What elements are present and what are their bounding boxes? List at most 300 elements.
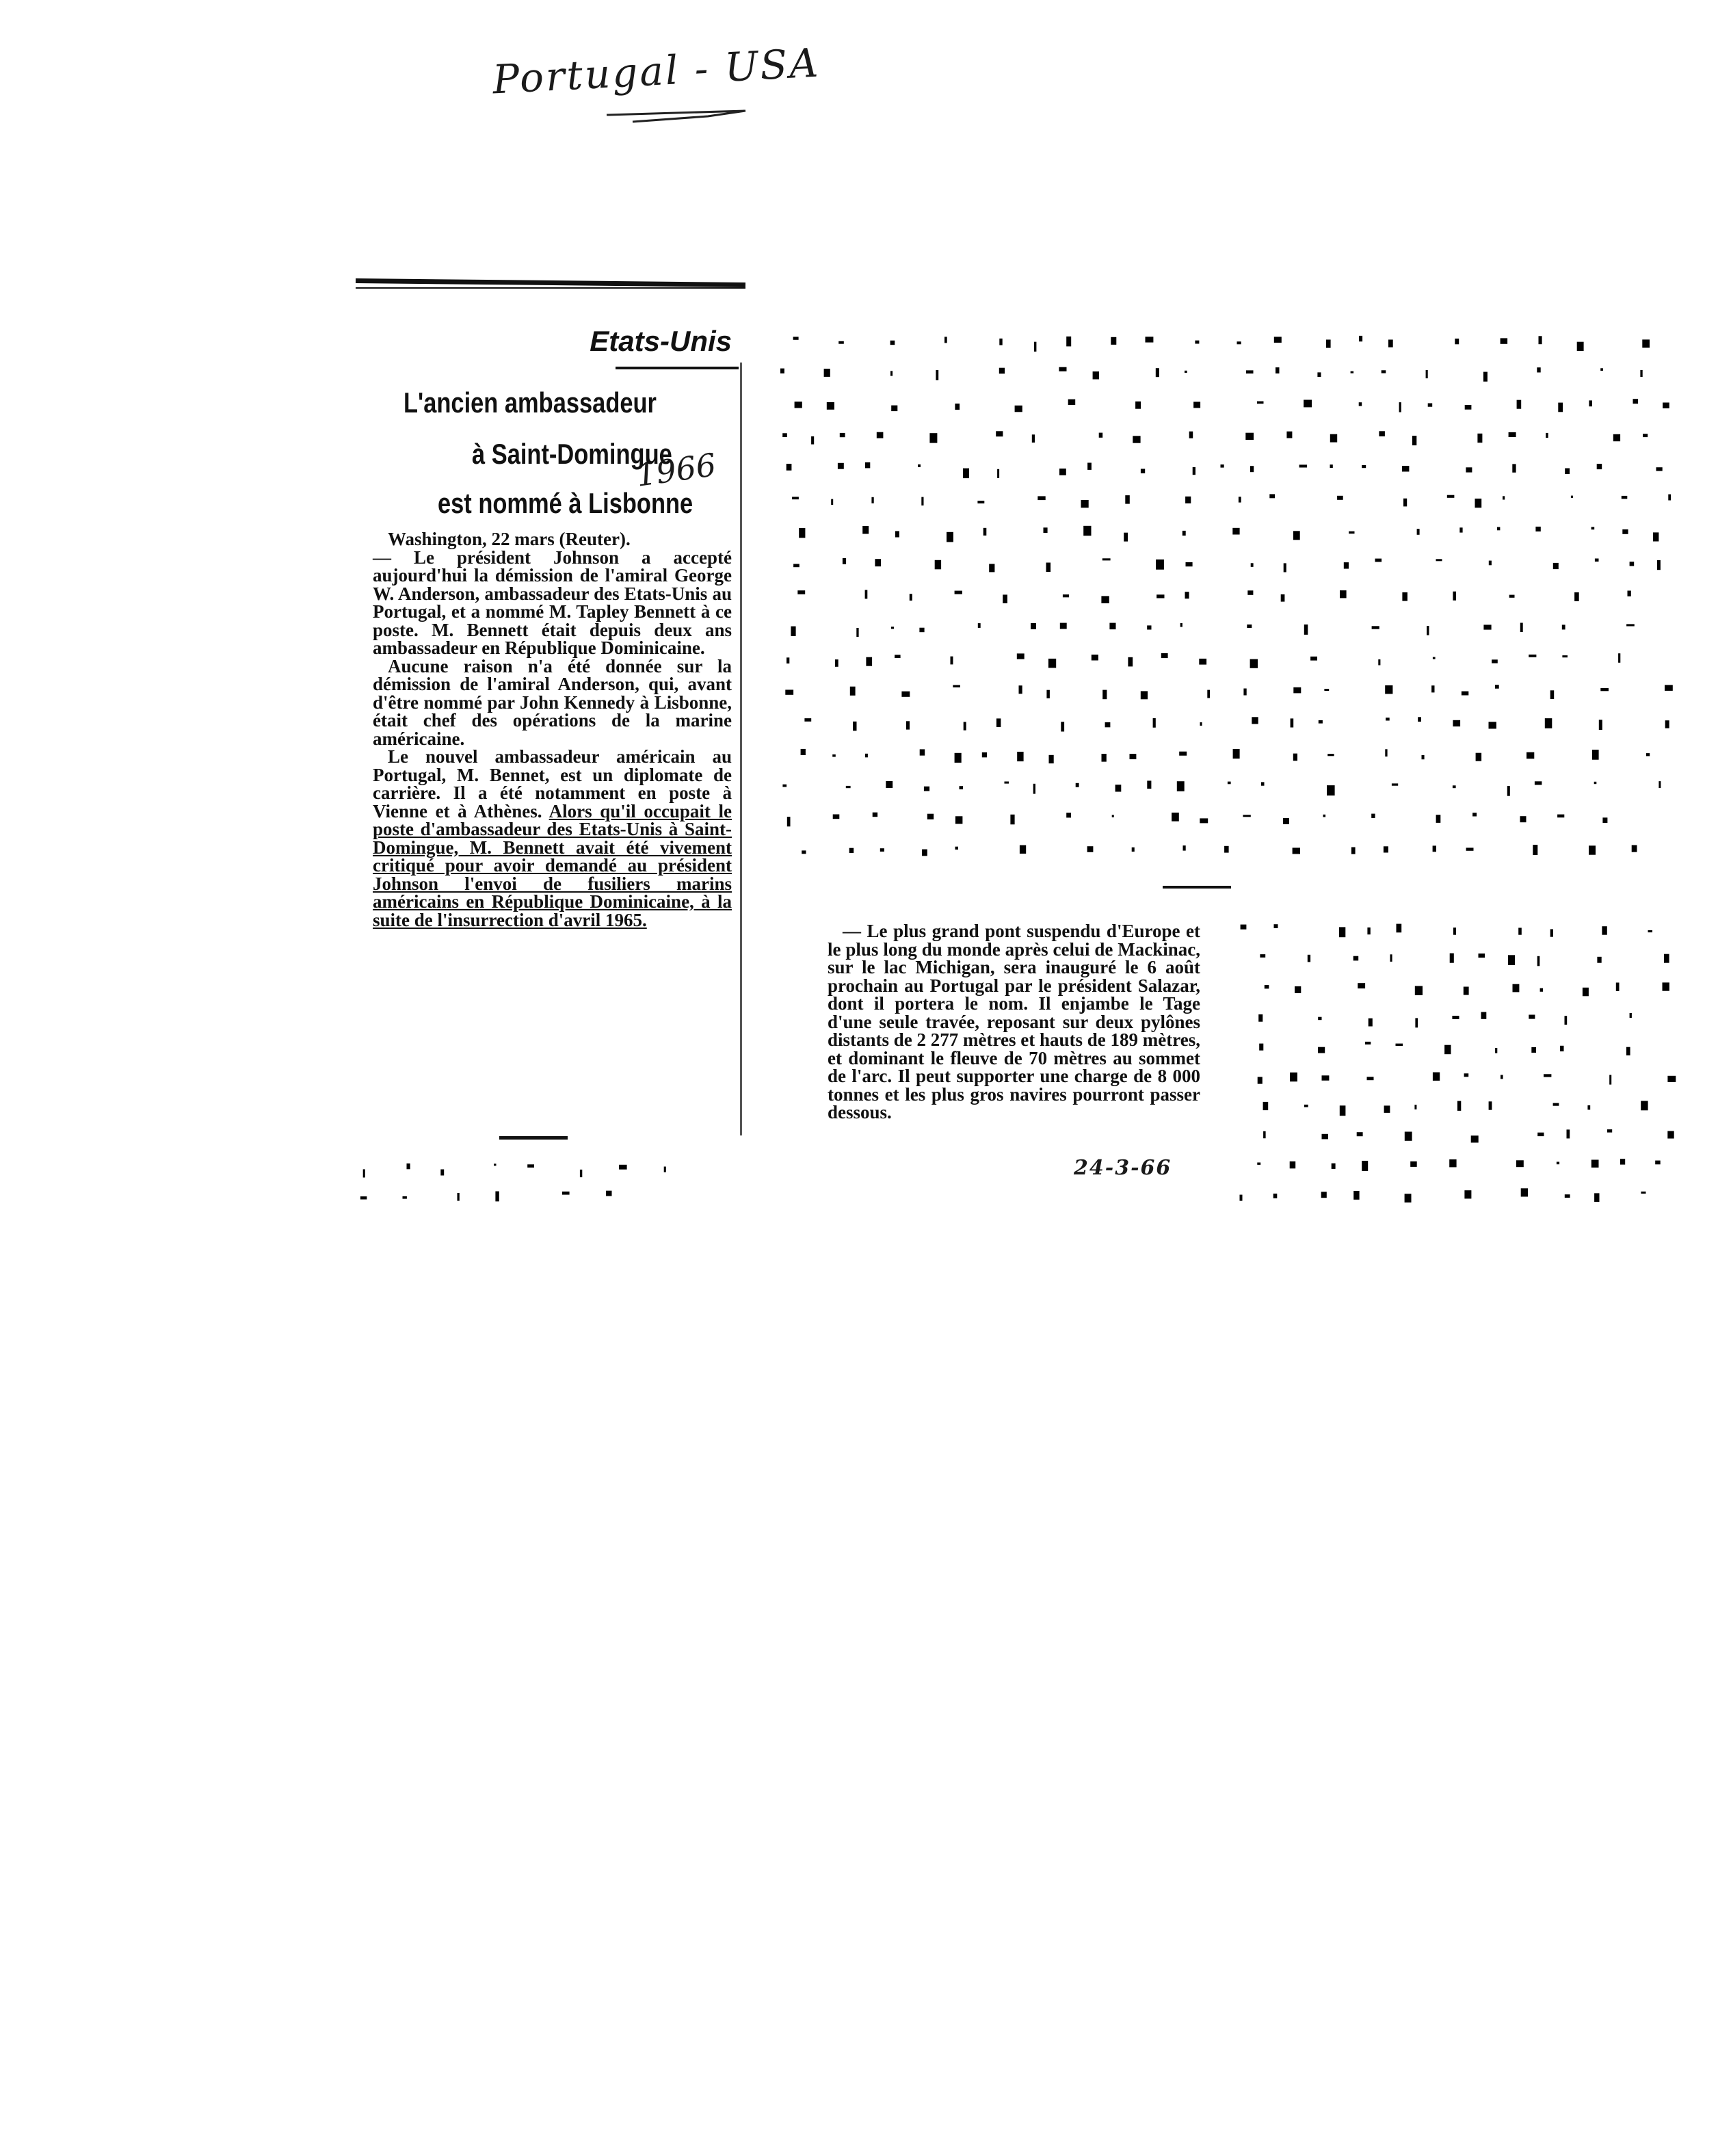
scan-speck xyxy=(440,1170,444,1176)
scan-speck xyxy=(1274,337,1282,343)
scan-speck xyxy=(1068,399,1076,405)
scan-speck xyxy=(996,718,1001,727)
scan-speck xyxy=(1087,463,1092,470)
scan-speck xyxy=(1513,984,1520,992)
scan-speck xyxy=(1124,533,1128,542)
scan-speck xyxy=(1402,466,1409,472)
scan-speck xyxy=(664,1167,666,1172)
scan-speck xyxy=(1537,956,1540,967)
article-paragraph-3 xyxy=(373,748,732,929)
scan-speck xyxy=(1622,529,1628,534)
scan-speck xyxy=(1245,433,1254,440)
scan-speck xyxy=(799,528,805,538)
scan-speck xyxy=(1019,685,1022,694)
scan-speck xyxy=(1665,685,1673,691)
scan-speck xyxy=(918,464,921,467)
scan-speck xyxy=(1109,623,1115,630)
scan-speck xyxy=(964,722,966,730)
scan-speck xyxy=(1507,786,1510,796)
scan-speck xyxy=(1066,337,1071,347)
scan-speck xyxy=(1274,924,1278,928)
scan-speck xyxy=(1396,1044,1403,1046)
scan-speck xyxy=(1322,1075,1330,1080)
scan-speck xyxy=(1087,846,1094,852)
scan-speck xyxy=(1550,929,1553,936)
scan-speck xyxy=(895,531,899,537)
scan-speck xyxy=(1153,718,1156,728)
scan-speck xyxy=(1359,402,1362,406)
scan-speck xyxy=(1066,813,1071,817)
scan-speck xyxy=(866,657,872,666)
scan-speck xyxy=(1667,1131,1674,1139)
scan-speck xyxy=(1405,1132,1412,1141)
scan-speck xyxy=(1257,1163,1260,1165)
scan-speck xyxy=(1372,626,1379,629)
scan-speck xyxy=(947,532,953,542)
scan-speck xyxy=(1594,782,1597,784)
scan-speck xyxy=(890,371,893,376)
scan-speck xyxy=(1384,1105,1390,1113)
scan-speck xyxy=(1600,688,1609,691)
scan-speck xyxy=(1200,818,1208,823)
scan-speck xyxy=(1565,1016,1568,1025)
scan-speck xyxy=(944,337,947,343)
scan-speck xyxy=(1299,464,1308,467)
scan-speck xyxy=(1061,722,1064,731)
scan-speck xyxy=(1259,1044,1263,1051)
scan-speck xyxy=(1540,988,1544,992)
scan-speck xyxy=(791,627,795,636)
scan-speck xyxy=(1630,562,1635,566)
scan-speck xyxy=(1102,754,1107,762)
scan-speck xyxy=(1663,982,1669,990)
scan-speck xyxy=(1594,1193,1599,1202)
article-paragraph-3-start: Le nouvel ambassadeur américain au Portugal, M. Bennet, est un diplomate de carrière. Il a été notamment en poste à Vienne et à Athènes. xyxy=(373,746,732,821)
scan-speck xyxy=(853,722,856,731)
scan-speck xyxy=(1017,653,1025,659)
scan-speck xyxy=(895,655,901,658)
scan-speck xyxy=(955,753,962,763)
top-rule-thin xyxy=(356,287,745,289)
scan-speck xyxy=(1339,927,1345,937)
scan-speck xyxy=(1293,754,1297,761)
scan-speck xyxy=(1508,955,1515,965)
scan-speck xyxy=(1595,559,1599,562)
scan-speck xyxy=(1233,749,1240,759)
scan-speck xyxy=(1628,591,1631,596)
scan-speck xyxy=(782,433,787,437)
scan-speck xyxy=(1185,371,1187,373)
scan-speck xyxy=(1495,1048,1497,1053)
scan-speck xyxy=(1433,657,1436,659)
scan-speck xyxy=(787,817,791,826)
scan-speck xyxy=(1545,718,1552,728)
scan-speck xyxy=(1477,434,1482,443)
scan-speck xyxy=(1005,782,1009,784)
scan-speck xyxy=(1263,1102,1269,1110)
scan-speck xyxy=(1591,527,1595,529)
scan-speck xyxy=(978,623,981,628)
scan-speck xyxy=(1261,782,1265,785)
scan-speck xyxy=(1046,563,1051,573)
scan-speck xyxy=(1237,341,1241,344)
scan-speck xyxy=(1481,1012,1487,1019)
scan-speck xyxy=(989,564,994,572)
scan-speck xyxy=(1565,1194,1570,1198)
scan-speck xyxy=(1146,337,1154,342)
scan-speck xyxy=(1081,500,1089,508)
scan-speck xyxy=(1535,781,1542,785)
scan-speck xyxy=(1592,750,1599,760)
scan-speck xyxy=(1630,1013,1632,1018)
scan-speck xyxy=(1415,986,1423,995)
scan-speck xyxy=(1414,1105,1416,1109)
scan-speck xyxy=(1417,529,1420,535)
scan-speck xyxy=(811,436,814,445)
scan-speck xyxy=(1402,592,1408,601)
scan-speck xyxy=(785,689,793,694)
scan-speck xyxy=(1384,846,1388,852)
scan-speck xyxy=(1403,499,1407,507)
scan-speck xyxy=(1475,499,1482,508)
scan-speck xyxy=(1616,983,1620,991)
scan-speck xyxy=(1182,531,1186,536)
scan-speck xyxy=(1365,1042,1371,1044)
scan-speck xyxy=(1497,527,1501,531)
scan-speck xyxy=(1038,496,1045,500)
scan-speck xyxy=(935,560,941,570)
scan-speck xyxy=(1344,562,1349,568)
scan-speck xyxy=(1263,1131,1266,1138)
scan-speck xyxy=(846,786,851,788)
scan-speck xyxy=(1537,1133,1544,1136)
scan-speck xyxy=(1453,785,1456,788)
scan-speck xyxy=(1290,1161,1296,1168)
scan-speck xyxy=(1060,623,1067,629)
scan-speck xyxy=(1622,496,1628,499)
scan-speck xyxy=(1501,338,1508,343)
scan-speck xyxy=(1349,531,1354,534)
section-label: Etats-Unis xyxy=(590,325,732,357)
scan-speck xyxy=(1283,818,1289,824)
scan-speck xyxy=(1646,753,1650,756)
scan-speck xyxy=(1597,464,1602,469)
scan-speck xyxy=(1466,467,1472,472)
scan-speck xyxy=(1093,371,1099,379)
scan-speck xyxy=(1557,815,1564,818)
scan-speck xyxy=(1252,717,1258,724)
handwritten-underline xyxy=(605,101,749,129)
scan-speck xyxy=(1544,1074,1551,1077)
scan-speck xyxy=(1574,592,1579,601)
scan-speck xyxy=(1565,469,1570,475)
scan-speck xyxy=(983,528,987,536)
scan-speck xyxy=(1357,1132,1363,1136)
scan-speck xyxy=(929,433,937,443)
scan-speck xyxy=(1577,342,1584,351)
scan-speck xyxy=(1133,436,1140,443)
scan-speck xyxy=(1304,400,1312,408)
scan-speck xyxy=(1367,928,1370,934)
scan-speck xyxy=(1258,1014,1263,1022)
scan-speck xyxy=(1318,1017,1321,1021)
scan-speck xyxy=(1337,496,1343,500)
scan-speck xyxy=(1141,691,1148,699)
scan-speck xyxy=(1310,657,1317,661)
scan-speck xyxy=(782,785,787,787)
scan-speck xyxy=(1465,405,1472,410)
scan-speck xyxy=(955,847,959,850)
bridge-dash-rule xyxy=(1163,886,1231,889)
scan-speck xyxy=(1632,845,1637,852)
scan-speck xyxy=(1327,754,1334,756)
scan-speck xyxy=(1290,1073,1297,1081)
headline-line-1: L'ancien ambassadeur xyxy=(404,386,657,419)
scan-speck xyxy=(494,1164,497,1166)
article-paragraph-1: — Le président Johnson a accepté aujourd'hui la démission de l'amiral George W. Anderson, ambassadeur des Etats-Unis au Portugal, et a nommé M. Tapley Bennett à ce poste. M. Bennett était depuis deux ans ambassadeur en République Dominicaine. xyxy=(373,547,732,658)
scan-speck xyxy=(793,337,799,339)
scan-speck xyxy=(1076,783,1079,787)
scan-speck xyxy=(1324,689,1329,691)
article-paragraph-2: Aucune raison n'a été donnée sur la démission de l'amiral Anderson, qui, avant d'être nommé par John Kennedy à Lisbonne, était chef des opérations de la marine américaine. xyxy=(373,655,732,749)
scan-speck xyxy=(1239,497,1241,502)
scan-speck xyxy=(862,526,869,534)
scan-speck xyxy=(1099,433,1103,438)
scan-speck xyxy=(1323,815,1326,817)
scan-speck xyxy=(1371,814,1375,818)
scan-speck xyxy=(1156,560,1164,570)
scan-speck xyxy=(1132,847,1135,852)
scan-speck xyxy=(1667,1076,1676,1082)
scan-speck xyxy=(1492,659,1498,663)
scan-speck xyxy=(1436,815,1441,823)
scan-speck xyxy=(1533,845,1537,855)
scan-speck xyxy=(1583,988,1589,997)
scan-speck xyxy=(1232,528,1239,535)
scan-speck xyxy=(1447,495,1455,498)
scan-speck xyxy=(1557,1162,1559,1165)
scan-speck xyxy=(831,499,833,505)
scan-speck xyxy=(1457,1101,1461,1111)
scan-speck xyxy=(1332,1164,1336,1169)
scan-speck xyxy=(1589,845,1596,854)
article-main-body xyxy=(373,530,732,929)
handwritten-title: Portugal - USA xyxy=(491,39,821,103)
scan-speck xyxy=(1293,531,1300,540)
scan-speck xyxy=(824,369,830,377)
scan-speck xyxy=(873,813,877,817)
scan-speck xyxy=(1665,720,1669,728)
article-end-rule xyxy=(499,1136,568,1140)
scan-speck xyxy=(1135,402,1141,409)
scan-speck xyxy=(1048,659,1056,668)
scan-speck xyxy=(792,497,799,499)
scan-speck xyxy=(1318,1047,1325,1053)
scan-speck xyxy=(1015,406,1022,412)
scan-speck xyxy=(832,754,836,757)
scan-speck xyxy=(1241,925,1247,930)
scan-speck xyxy=(1207,690,1210,698)
scan-speck xyxy=(1626,1047,1630,1055)
scan-speck xyxy=(360,1196,367,1199)
scan-speck xyxy=(1418,717,1421,722)
scan-speck xyxy=(1112,815,1114,817)
scan-speck xyxy=(1390,954,1392,962)
scan-speck xyxy=(580,1170,582,1177)
scan-speck xyxy=(955,591,962,594)
scan-speck xyxy=(1049,755,1054,763)
scan-speck xyxy=(1560,1046,1563,1051)
scan-speck xyxy=(922,850,927,856)
scan-speck xyxy=(793,564,799,567)
scan-speck xyxy=(1358,983,1365,988)
scan-speck xyxy=(1362,1161,1368,1171)
scan-speck xyxy=(1453,720,1460,726)
scan-speck xyxy=(1483,625,1491,629)
scan-speck xyxy=(1607,1129,1612,1133)
scan-speck xyxy=(1308,955,1310,962)
scan-speck xyxy=(1479,954,1485,958)
scan-speck xyxy=(1415,1018,1418,1027)
scan-speck xyxy=(1251,563,1254,567)
scan-speck xyxy=(407,1164,410,1169)
scan-speck xyxy=(1359,336,1362,341)
scan-speck xyxy=(1529,655,1536,657)
scan-speck xyxy=(1453,592,1456,601)
scan-speck xyxy=(1410,1161,1417,1167)
scan-speck xyxy=(1161,653,1168,658)
scan-speck xyxy=(877,432,884,438)
scan-speck xyxy=(1304,1105,1308,1107)
scan-speck xyxy=(1265,985,1269,988)
scan-speck xyxy=(1020,845,1026,854)
scan-speck xyxy=(1102,690,1107,700)
scan-speck xyxy=(363,1169,365,1177)
section-underline xyxy=(616,367,739,369)
scan-speck xyxy=(1330,464,1333,468)
scan-speck xyxy=(1083,526,1091,536)
scan-speck xyxy=(1521,1188,1528,1196)
scan-speck xyxy=(999,368,1005,374)
scan-speck xyxy=(1200,722,1202,726)
scan-speck xyxy=(1392,783,1398,785)
scan-speck xyxy=(1562,655,1568,657)
scan-speck xyxy=(1250,466,1254,472)
scan-speck xyxy=(927,814,934,819)
scan-speck xyxy=(850,687,856,696)
scan-speck xyxy=(1340,1105,1346,1116)
scan-speck xyxy=(1179,752,1187,756)
scan-speck xyxy=(1059,469,1066,475)
scan-speck xyxy=(1450,954,1454,963)
scan-speck xyxy=(1189,432,1193,438)
scan-speck xyxy=(1527,752,1534,759)
scan-speck xyxy=(1250,659,1258,668)
scan-speck xyxy=(1186,562,1193,566)
scan-speck xyxy=(1228,782,1231,785)
scan-speck xyxy=(1260,954,1265,958)
scan-speck xyxy=(1386,718,1390,720)
scan-speck xyxy=(890,341,895,345)
scan-speck xyxy=(1032,434,1035,443)
handwritten-year: 1966 xyxy=(633,446,719,494)
scan-speck xyxy=(606,1191,611,1196)
scan-speck xyxy=(1537,367,1540,372)
scan-speck xyxy=(1444,1045,1451,1055)
scan-speck xyxy=(886,781,893,788)
scan-speck xyxy=(1567,1129,1570,1138)
scan-speck xyxy=(1433,845,1436,852)
scan-speck xyxy=(1509,595,1515,598)
scan-speck xyxy=(1550,690,1555,699)
scan-speck xyxy=(1648,930,1653,932)
scan-speck xyxy=(1286,432,1292,438)
scan-speck xyxy=(1399,402,1401,412)
scan-speck xyxy=(1633,399,1639,404)
scan-speck xyxy=(1147,625,1151,629)
scan-speck xyxy=(1351,847,1356,854)
scan-speck xyxy=(1183,845,1186,851)
scan-speck xyxy=(906,721,910,729)
scan-speck xyxy=(1471,1135,1479,1142)
scan-speck xyxy=(1367,1077,1374,1080)
scan-speck xyxy=(953,685,960,687)
scan-speck xyxy=(1512,464,1516,472)
scan-speck xyxy=(1102,558,1111,560)
scan-speck xyxy=(1553,1103,1559,1106)
scan-speck xyxy=(833,815,840,819)
scan-speck xyxy=(1602,817,1607,823)
scan-speck xyxy=(977,501,984,503)
scan-speck xyxy=(1330,434,1337,443)
scan-speck xyxy=(1351,371,1354,373)
scan-speck xyxy=(1657,560,1661,570)
scan-speck xyxy=(1034,342,1037,352)
scan-speck xyxy=(1295,986,1301,993)
scan-speck xyxy=(1291,718,1294,727)
scan-speck xyxy=(1626,624,1635,626)
scan-speck xyxy=(1653,532,1658,541)
scan-speck xyxy=(1483,372,1488,382)
scan-speck xyxy=(1553,563,1559,569)
scan-speck xyxy=(1382,370,1386,373)
article-bridge-body xyxy=(828,922,1200,1122)
scan-speck xyxy=(1587,1105,1590,1110)
scan-speck xyxy=(1436,559,1442,561)
scan-speck xyxy=(1304,625,1308,635)
scan-speck xyxy=(1105,722,1111,727)
scan-speck xyxy=(1010,815,1014,825)
scan-speck xyxy=(843,558,846,564)
scan-speck xyxy=(1453,928,1456,935)
scan-speck xyxy=(924,787,929,791)
scan-speck xyxy=(1240,1195,1243,1201)
scan-speck xyxy=(1464,1073,1469,1077)
scan-speck xyxy=(1455,339,1459,344)
scan-speck xyxy=(1452,1016,1459,1019)
scan-speck xyxy=(1535,527,1540,531)
scan-speck xyxy=(1353,956,1359,961)
scan-speck xyxy=(1422,755,1425,759)
scan-speck xyxy=(1321,1192,1327,1198)
scan-speck xyxy=(865,754,868,758)
scan-speck xyxy=(1562,625,1565,629)
scan-speck xyxy=(1375,559,1382,562)
scan-speck xyxy=(1466,847,1474,850)
scan-speck xyxy=(1509,432,1516,437)
scan-speck xyxy=(1503,496,1505,499)
scan-speck xyxy=(1602,926,1607,935)
